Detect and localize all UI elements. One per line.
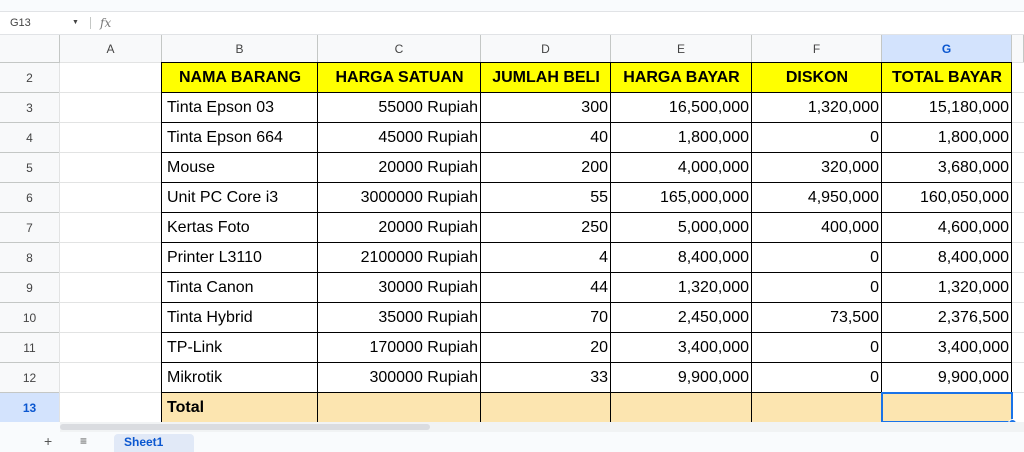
table-border: [162, 272, 1012, 273]
table-cell[interactable]: 55: [590, 189, 608, 206]
table-cell[interactable]: 30000 Rupiah: [378, 279, 478, 296]
table-header-cell[interactable]: TOTAL BAYAR: [882, 63, 1012, 93]
table-cell[interactable]: TP-Link: [167, 339, 223, 356]
table-cell[interactable]: 160,050,000: [920, 189, 1009, 206]
table-cell[interactable]: 4: [599, 249, 608, 266]
table-cell[interactable]: 4,950,000: [807, 189, 879, 206]
row-header[interactable]: 13: [0, 393, 60, 422]
table-cell[interactable]: 3,680,000: [937, 159, 1009, 176]
table-cell[interactable]: 200: [581, 159, 608, 176]
table-cell[interactable]: 400,000: [821, 219, 879, 236]
table-border: [610, 62, 611, 422]
total-cell[interactable]: [752, 393, 882, 422]
name-box[interactable]: G13: [10, 17, 31, 29]
table-cell[interactable]: 300: [581, 99, 608, 116]
table-cell[interactable]: 1,320,000: [937, 279, 1009, 296]
table-border: [162, 122, 1012, 123]
table-cell[interactable]: Tinta Hybrid: [167, 309, 253, 326]
table-cell[interactable]: 9,900,000: [937, 369, 1009, 386]
horizontal-scrollbar[interactable]: [60, 422, 1024, 432]
table-border: [480, 62, 481, 422]
table-cell[interactable]: 20: [590, 339, 608, 356]
column-header[interactable]: E: [611, 35, 752, 63]
sheet-tab-bar: [0, 432, 1024, 448]
table-cell[interactable]: 300000 Rupiah: [369, 369, 478, 386]
row-header[interactable]: 6: [0, 183, 60, 213]
row-header[interactable]: 9: [0, 273, 60, 303]
table-header-cell[interactable]: NAMA BARANG: [162, 63, 318, 93]
table-cell[interactable]: Tinta Canon: [167, 279, 254, 296]
table-border: [162, 302, 1012, 303]
table-cell[interactable]: 0: [870, 249, 879, 266]
column-header-overflow: [1012, 35, 1024, 63]
table-border: [1011, 62, 1012, 422]
table-cell[interactable]: Unit PC Core i3: [167, 189, 279, 206]
tab-sheet1[interactable]: Sheet1: [114, 434, 194, 452]
row-header[interactable]: 11: [0, 333, 60, 363]
column-header[interactable]: D: [481, 35, 611, 63]
table-border: [317, 62, 318, 422]
table-border: [162, 362, 1012, 363]
column-header[interactable]: F: [752, 35, 882, 63]
name-box-dropdown-icon[interactable]: ▼: [72, 19, 79, 26]
table-cell[interactable]: 16,500,000: [668, 99, 749, 116]
row-header[interactable]: 5: [0, 153, 60, 183]
table-border: [881, 62, 882, 422]
table-cell[interactable]: Tinta Epson 03: [167, 99, 275, 116]
scrollbar-thumb[interactable]: [60, 424, 430, 430]
table-cell[interactable]: 35000 Rupiah: [378, 309, 478, 326]
table-cell[interactable]: 1,320,000: [807, 99, 879, 116]
table-header-cell[interactable]: HARGA BAYAR: [611, 63, 752, 93]
row-header[interactable]: 10: [0, 303, 60, 333]
select-all-corner[interactable]: [0, 35, 60, 63]
table-cell[interactable]: Kertas Foto: [167, 219, 250, 236]
table-cell[interactable]: 45000 Rupiah: [378, 129, 478, 146]
all-sheets-icon[interactable]: ≡: [80, 434, 88, 448]
table-border: [162, 212, 1012, 213]
table-cell[interactable]: 1,800,000: [677, 129, 749, 146]
table-cell[interactable]: 3000000 Rupiah: [360, 189, 478, 206]
table-cell[interactable]: 44: [590, 279, 608, 296]
row-header[interactable]: 7: [0, 213, 60, 243]
table-cell[interactable]: 0: [870, 279, 879, 296]
add-sheet-icon[interactable]: +: [44, 433, 53, 449]
table-border: [751, 62, 752, 422]
table-cell[interactable]: 15,180,000: [928, 99, 1009, 116]
total-cell[interactable]: [481, 393, 611, 422]
table-cell[interactable]: 4,600,000: [937, 219, 1009, 236]
table-border: [161, 62, 162, 422]
table-cell[interactable]: 170000 Rupiah: [369, 339, 478, 356]
table-cell[interactable]: 73,500: [830, 309, 879, 326]
table-border: [162, 182, 1012, 183]
row-header[interactable]: 12: [0, 363, 60, 393]
table-cell[interactable]: 1,800,000: [937, 129, 1009, 146]
column-header[interactable]: C: [318, 35, 481, 63]
table-border: [162, 62, 1012, 63]
table-border: [162, 332, 1012, 333]
spreadsheet-grid[interactable]: [0, 35, 1024, 422]
column-header[interactable]: B: [162, 35, 318, 63]
selected-cell-outline: [881, 392, 1013, 422]
table-cell[interactable]: Tinta Epson 664: [167, 129, 283, 146]
table-cell[interactable]: Mouse: [167, 159, 216, 176]
table-cell[interactable]: 0: [870, 369, 879, 386]
row-header[interactable]: 3: [0, 93, 60, 123]
table-border: [162, 242, 1012, 243]
table-cell[interactable]: 40: [590, 129, 608, 146]
column-header[interactable]: G: [882, 35, 1012, 63]
table-cell[interactable]: 2,450,000: [677, 309, 749, 326]
table-cell[interactable]: 5,000,000: [677, 219, 749, 236]
table-cell[interactable]: 2100000 Rupiah: [360, 249, 478, 266]
table-header-cell[interactable]: DISKON: [752, 63, 882, 93]
table-cell[interactable]: Mikrotik: [167, 369, 223, 386]
table-cell[interactable]: 20000 Rupiah: [378, 219, 478, 236]
table-cell[interactable]: 250: [581, 219, 608, 236]
table-cell[interactable]: 320,000: [821, 159, 879, 176]
table-border: [162, 152, 1012, 153]
table-cell[interactable]: 33: [590, 369, 608, 386]
table-cell[interactable]: 2,376,500: [937, 309, 1009, 326]
table-cell[interactable]: 55000 Rupiah: [378, 99, 478, 116]
table-cell[interactable]: 8,400,000: [937, 249, 1009, 266]
gridline: [59, 63, 60, 422]
formula-bar-divider: [90, 17, 91, 29]
table-cell[interactable]: 20000 Rupiah: [378, 159, 478, 176]
row-header[interactable]: 2: [0, 63, 60, 93]
total-cell[interactable]: [318, 393, 481, 422]
formula-bar: [0, 11, 1024, 35]
table-cell[interactable]: 8,400,000: [677, 249, 749, 266]
total-label-cell[interactable]: Total: [162, 393, 318, 422]
table-cell[interactable]: 3,400,000: [677, 339, 749, 356]
table-cell[interactable]: 4,000,000: [677, 159, 749, 176]
row-header[interactable]: 4: [0, 123, 60, 153]
table-cell[interactable]: 70: [590, 309, 608, 326]
column-header[interactable]: A: [60, 35, 162, 63]
row-header[interactable]: 8: [0, 243, 60, 273]
fx-icon: fx: [100, 16, 112, 30]
table-header-cell[interactable]: JUMLAH BELI: [481, 63, 611, 93]
total-cell[interactable]: [611, 393, 752, 422]
table-cell[interactable]: 165,000,000: [660, 189, 749, 206]
table-cell[interactable]: 1,320,000: [677, 279, 749, 296]
table-cell[interactable]: 0: [870, 339, 879, 356]
table-border: [162, 92, 1012, 93]
table-cell[interactable]: 3,400,000: [937, 339, 1009, 356]
table-header-cell[interactable]: HARGA SATUAN: [318, 63, 481, 93]
table-cell[interactable]: Printer L3110: [167, 249, 262, 266]
table-cell[interactable]: 0: [870, 129, 879, 146]
table-cell[interactable]: 9,900,000: [677, 369, 749, 386]
